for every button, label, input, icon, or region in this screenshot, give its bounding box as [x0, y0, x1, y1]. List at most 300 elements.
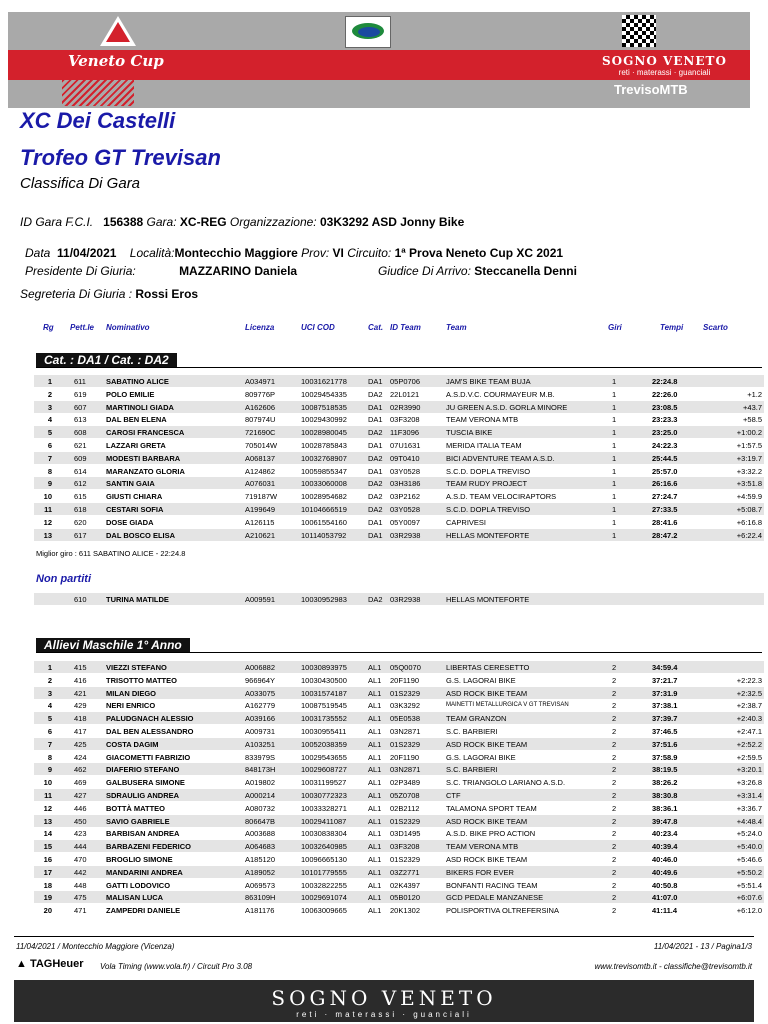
table-row	[34, 477, 764, 489]
cell-sc: +3:51.8	[736, 479, 762, 489]
cell-lic: 719187W	[245, 492, 278, 502]
cell-uci: 10030893975	[301, 663, 347, 672]
cell-ct: AL1	[368, 893, 382, 903]
bottom-brand-sub: reti · materassi · guanciali	[296, 1010, 472, 1019]
cell-pt: 427	[74, 791, 87, 800]
cell-rg: 9	[47, 765, 52, 775]
cell-rg: 2	[47, 675, 52, 685]
tagheuer-logo: ▲ TAGHeuer	[16, 958, 84, 970]
cell-pt: 475	[74, 893, 87, 903]
cell-pt: 471	[74, 906, 87, 916]
cell-pt: 611	[74, 377, 86, 386]
cell-idt: 01S2329	[390, 688, 421, 698]
cell-lic: A068137	[245, 453, 276, 463]
cell-nm: MANDARINI ANDREA	[106, 867, 183, 877]
cell-ct: DA2	[368, 389, 383, 399]
cell-te: 22:24.8	[652, 377, 678, 386]
cell-te: 25:44.5	[652, 453, 678, 463]
cell-sc: +3:19.7	[736, 453, 762, 463]
col-rg: Rg	[43, 323, 54, 332]
cell-nm: GALBUSERA SIMONE	[106, 778, 185, 788]
cell-tm: BIKERS FOR EVER	[446, 867, 514, 877]
cell-idt: 03F3208	[390, 415, 420, 425]
cell-pt: 446	[74, 803, 87, 813]
cell-te: 40:49.6	[652, 867, 678, 877]
cell-lic: A126115	[245, 517, 275, 527]
cell-uci: 10087518535	[301, 402, 347, 412]
cell-uci: 10030772323	[301, 791, 347, 800]
cell-idt: 03F3208	[390, 842, 420, 852]
cell-sc: +5:24.0	[736, 829, 762, 839]
table-row	[34, 375, 764, 387]
footer-left: 11/04/2021 / Montecchio Maggiore (Vicenza)	[16, 942, 175, 951]
cell-ct: AL1	[368, 714, 382, 724]
cell-te: 37:58.9	[652, 752, 678, 762]
cell-rg: 15	[43, 842, 52, 852]
cell-te: 40:50.8	[652, 880, 678, 890]
cell-nm: TRISOTTO MATTEO	[106, 675, 177, 685]
cell-tm: TEAM VERONA MTB	[446, 842, 519, 852]
cell-nm: CAROSI FRANCESCA	[106, 428, 185, 438]
cell-te: 40:23.4	[652, 829, 678, 839]
cell-te: 38:30.8	[652, 791, 678, 800]
cell-ct: AL1	[368, 701, 382, 711]
cell-idt: 05Q0070	[390, 663, 421, 672]
cell-sc: +5:08.7	[736, 505, 762, 514]
cell-uci: 10029411087	[301, 816, 347, 826]
cell-te: 27:24.7	[652, 492, 678, 502]
cell-nm: GATTI LODOVICO	[106, 880, 171, 890]
cell-te: 34:59.4	[652, 663, 678, 672]
cell-gi: 1	[612, 479, 617, 489]
cell-ct: AL1	[368, 739, 382, 749]
cell-uci: 10029608727	[301, 765, 347, 775]
table-row	[34, 853, 764, 865]
cell-tm: TEAM RUDY PROJECT	[446, 479, 528, 489]
cell-ct: DA2	[368, 479, 383, 489]
cell-te: 37:38.1	[652, 701, 678, 711]
cell-rg: 11	[44, 505, 52, 514]
cell-lic: A162606	[245, 402, 276, 412]
cell-ct: AL1	[368, 842, 382, 852]
table-row	[34, 712, 764, 724]
cell-nm: BARBAZENI FEDERICO	[106, 842, 192, 852]
cell-pt: 621	[74, 441, 87, 450]
category-divider	[36, 652, 762, 653]
cell-nm: DAL BEN ALESSANDRO	[106, 727, 194, 736]
cell-tm: ASD ROCK BIKE TEAM	[446, 855, 528, 864]
cell-uci: 10029543655	[301, 752, 347, 762]
cell-tm: BICI ADVENTURE TEAM A.S.D.	[446, 453, 555, 463]
cell-uci: 10028980045	[301, 428, 347, 438]
cell-uci: 10104666519	[301, 505, 347, 514]
cell-ct: AL1	[368, 752, 382, 762]
cell-idt: 20F1190	[390, 752, 420, 762]
cell-ct: AL1	[368, 791, 382, 800]
cell-gi: 2	[612, 675, 617, 685]
cell-pt: 418	[74, 714, 87, 724]
table-row	[34, 699, 764, 711]
cell-sc: +5:40.0	[736, 842, 762, 852]
cell-gi: 2	[612, 727, 617, 736]
table-row	[34, 687, 764, 699]
cell-lic: A000214	[245, 791, 276, 800]
cell-pt: 450	[74, 816, 87, 826]
race-subtitle: Trofeo GT Trevisan	[20, 145, 221, 170]
cell-te: 39:47.8	[652, 816, 678, 826]
cell-nm: SABATINO ALICE	[106, 377, 169, 386]
cell-nm: CESTARI SOFIA	[106, 505, 164, 514]
cell-nm: DIAFERIO STEFANO	[106, 765, 180, 775]
cell-te: 37:46.5	[652, 727, 678, 736]
cell-lic: A003688	[245, 829, 276, 839]
cell-ct: AL1	[368, 765, 382, 775]
cell-ct: DA2	[368, 453, 383, 463]
cell-tm: MAINETTI METALLURGICA V GT TREVISAN	[446, 702, 569, 709]
cell-uci: 10032768907	[301, 453, 347, 463]
cell-tm: TEAM GRANZON	[446, 714, 507, 724]
cell-idt: 05Z0708	[390, 791, 420, 800]
cell-uci: 10030952983	[301, 595, 347, 604]
cell-te: 37:51.6	[652, 739, 678, 749]
cell-pt: 607	[74, 402, 87, 412]
table-row	[34, 815, 764, 827]
cell-lic: 807974U	[245, 415, 276, 425]
cell-idt: 03Y0528	[390, 466, 421, 476]
cell-tm: G.S. LAGORAI BIKE	[446, 752, 516, 762]
cell-uci: 10059855347	[301, 466, 347, 476]
cell-gi: 2	[612, 829, 617, 839]
cell-uci: 10029454335	[301, 389, 347, 399]
table-row	[34, 776, 764, 788]
cell-ct: DA1	[368, 415, 383, 425]
cell-gi: 2	[612, 688, 617, 698]
cell-idt: 11F3096	[390, 428, 420, 438]
cell-lic: A080732	[245, 803, 276, 813]
cell-lic: A185120	[245, 855, 276, 864]
meta-line-3: Presidente Di Giuria: MAZZARINO Daniela	[25, 264, 298, 278]
cell-sc: +43.7	[743, 402, 762, 412]
cell-gi: 2	[612, 791, 617, 800]
cell-uci: 10029430992	[301, 415, 347, 425]
cell-uci: 10028954682	[301, 492, 347, 502]
table-row	[34, 490, 764, 502]
cell-lic: 806647B	[245, 816, 276, 826]
cell-lic: A069573	[245, 880, 276, 890]
cell-te: 40:39.4	[652, 842, 678, 852]
table-row	[34, 465, 764, 477]
cell-rg: 7	[47, 453, 52, 463]
meta-giudice: Giudice Di Arrivo: Steccanella Denni	[378, 264, 577, 278]
cell-tm: TUSCIA BIKE	[446, 428, 493, 438]
cell-rg: 19	[43, 893, 52, 903]
cell-pt: 462	[74, 765, 87, 775]
cell-ct: AL1	[368, 829, 382, 839]
meta-line-4: Segreteria Di Giuria : Rossi Eros	[20, 287, 199, 301]
cell-lic: A064683	[245, 842, 276, 852]
cell-idt: 22L0121	[390, 389, 420, 399]
cell-lic: 809776P	[245, 389, 276, 399]
col-nome: Nominativo	[106, 323, 150, 332]
cell-idt: 02P3489	[390, 778, 421, 788]
cell-rg: 4	[47, 701, 52, 711]
cell-sc: +6:07.6	[736, 893, 762, 903]
cell-rg: 13	[43, 816, 52, 826]
cell-idt: 03R2938	[390, 595, 421, 604]
cell-sc: +2:59.5	[736, 752, 762, 762]
cell-pt: 620	[74, 517, 87, 527]
cell-ct: DA1	[368, 517, 383, 527]
cell-uci: 10063009665	[301, 906, 347, 916]
cell-nm: MALISAN LUCA	[106, 893, 164, 903]
cell-pt: 444	[74, 842, 87, 852]
cell-pt: 608	[74, 428, 87, 438]
bottom-banner	[14, 980, 754, 1022]
cell-pt: 612	[74, 479, 87, 489]
cell-tm: TEAM VERONA MTB	[446, 415, 519, 425]
cell-rg: 3	[47, 688, 52, 698]
cell-te: 37:21.7	[652, 675, 678, 685]
cell-te: 38:36.1	[652, 803, 678, 813]
cell-tm: S.C. BARBIERI	[446, 727, 498, 736]
classification-title: Classifica Di Gara	[20, 175, 141, 192]
checkered-flag-icon	[622, 15, 656, 47]
sogno-veneto-brand: SOGNO VENETO reti · materassi · guanciali	[602, 54, 727, 77]
table-row	[34, 439, 764, 451]
category-header-da: Cat. : DA1 / Cat. : DA2	[36, 353, 177, 368]
cell-nm: DAL BOSCO ELISA	[106, 530, 176, 540]
cell-nm: BROGLIO SIMONE	[106, 855, 173, 864]
cell-nm: SAVIO GABRIELE	[106, 816, 170, 826]
cell-te: 37:31.9	[652, 688, 678, 698]
table-row	[34, 413, 764, 425]
cell-idt: 05E0538	[390, 714, 421, 724]
cell-idt: 03R2938	[390, 530, 421, 540]
cell-uci: 10030838304	[301, 829, 347, 839]
cell-tm: G.S. LAGORAI BIKE	[446, 675, 516, 685]
cell-tm: POLISPORTIVA OLTREFERSINA	[446, 906, 559, 916]
cell-gi: 2	[612, 739, 617, 749]
cell-uci: 10061554160	[301, 517, 347, 527]
table-row	[34, 789, 764, 801]
cell-uci: 10052038359	[301, 739, 347, 749]
table-row	[34, 725, 764, 737]
cell-uci: 10031199527	[301, 778, 347, 788]
cell-uci: 10096665130	[301, 855, 347, 864]
col-pett: Pett.le	[70, 323, 95, 332]
table-row	[34, 904, 764, 916]
cell-rg: 2	[47, 389, 52, 399]
cell-idt: 07U1631	[390, 441, 421, 450]
cell-uci: 10033328271	[301, 803, 347, 813]
cell-pt: 614	[74, 466, 87, 476]
cell-sc: +5:51.4	[736, 880, 762, 890]
cell-rg: 18	[43, 880, 52, 890]
table-row	[34, 529, 764, 541]
federation-logo-icon	[345, 16, 391, 48]
cell-sc: +5:50.2	[736, 867, 762, 877]
cell-lic: A019802	[245, 778, 276, 788]
cell-gi: 2	[612, 803, 617, 813]
cell-lic: A034971	[245, 377, 276, 386]
cell-gi: 1	[612, 415, 617, 425]
cell-pt: 615	[74, 492, 87, 502]
cell-sc: +58.5	[743, 415, 762, 425]
cell-rg: 6	[47, 441, 52, 450]
cell-sc: +1:57.5	[736, 441, 762, 450]
cell-gi: 1	[612, 402, 617, 412]
cell-te: 25:57.0	[652, 466, 678, 476]
cell-pt: 421	[74, 688, 87, 698]
cell-idt: 01S2329	[390, 855, 421, 864]
col-tempi: Tempi	[660, 323, 684, 332]
cell-ct: DA2	[368, 595, 383, 604]
cell-gi: 2	[612, 855, 617, 864]
cell-gi: 2	[612, 663, 617, 672]
cell-idt: 03Z2771	[390, 867, 420, 877]
cell-rg: 11	[44, 791, 52, 800]
cell-idt: 09T0410	[390, 453, 420, 463]
cell-sc: +1.2	[747, 389, 762, 399]
cell-gi: 1	[612, 453, 617, 463]
cell-rg: 7	[47, 739, 52, 749]
cell-pt: 416	[74, 675, 87, 685]
cell-tm: BONFANTI RACING TEAM	[446, 880, 538, 890]
table-row	[34, 738, 764, 750]
cell-ct: DA1	[368, 530, 383, 540]
cell-ct: AL1	[368, 816, 382, 826]
col-team: Team	[446, 323, 467, 332]
cell-ct: DA1	[368, 441, 383, 450]
cell-rg: 9	[47, 479, 52, 489]
cell-idt: 05Y0097	[390, 517, 421, 527]
cell-sc: +2:38.7	[736, 701, 762, 711]
footer-timing: Vola Timing (www.vola.fr) / Circuit Pro 3.08	[100, 962, 253, 971]
cell-te: 27:33.5	[652, 505, 678, 514]
cell-ct: DA2	[368, 428, 383, 438]
cell-gi: 2	[612, 816, 617, 826]
cell-nm: MARANZATO GLORIA	[106, 466, 185, 476]
cell-tm: ASD ROCK BIKE TEAM	[446, 739, 528, 749]
cell-pt: 619	[74, 389, 87, 399]
table-row	[34, 827, 764, 839]
table-row	[34, 503, 764, 515]
cell-rg: 6	[47, 727, 52, 736]
cell-nm: NERI ENRICO	[106, 701, 156, 711]
cell-ct: AL1	[368, 727, 382, 736]
cell-rg: 1	[47, 377, 52, 386]
cell-lic: A009731	[245, 727, 276, 736]
cell-tm: JU GREEN A.S.D. GORLA MINORE	[446, 402, 568, 412]
cell-tm: ASD ROCK BIKE TEAM	[446, 688, 528, 698]
cell-gi: 2	[612, 701, 617, 711]
cell-ct: AL1	[368, 867, 382, 877]
cell-uci: 10030430500	[301, 675, 347, 685]
cell-gi: 1	[612, 492, 617, 502]
cell-uci: 10031735552	[301, 714, 347, 724]
cell-rg: 8	[47, 752, 52, 762]
cell-gi: 2	[612, 842, 617, 852]
cell-tm: ASD ROCK BIKE TEAM	[446, 816, 528, 826]
cell-ct: AL1	[368, 906, 382, 916]
cell-sc: +3:31.4	[736, 791, 762, 800]
cell-uci: 10114053792	[301, 530, 347, 540]
cell-tm: A.S.D. TEAM VELOCIRAPTORS	[446, 492, 557, 502]
cell-te: 22:26.0	[652, 389, 678, 399]
cell-nm: DAL BEN ELENA	[106, 415, 167, 425]
cell-idt: 01S2329	[390, 816, 421, 826]
cell-pt: 442	[74, 867, 87, 877]
cell-te: 37:39.7	[652, 714, 678, 724]
col-scarto: Scarto	[703, 323, 728, 332]
cell-lic: A124862	[245, 466, 276, 476]
cell-idt: 03Y0528	[390, 505, 421, 514]
cell-tm: HELLAS MONTEFORTE	[446, 530, 530, 540]
cell-gi: 1	[612, 428, 617, 438]
cell-idt: 03N2871	[390, 765, 421, 775]
cell-ct: DA2	[368, 505, 383, 514]
cell-lic: A033075	[245, 688, 276, 698]
table-row	[34, 751, 764, 763]
cell-pt: 469	[74, 778, 87, 788]
cell-lic: A039166	[245, 714, 276, 724]
cell-lic: 848173H	[245, 765, 276, 775]
cell-te: 41:07.0	[652, 893, 678, 903]
table-row	[34, 840, 764, 852]
cell-sc: +6:22.4	[736, 530, 762, 540]
table-row	[34, 866, 764, 878]
cell-uci: 10028785843	[301, 441, 347, 450]
col-licenza: Licenza	[245, 323, 275, 332]
cell-lic: A103251	[245, 739, 276, 749]
cell-gi: 2	[612, 893, 617, 903]
cell-pt: 424	[74, 752, 87, 762]
cell-ct: AL1	[368, 663, 382, 672]
cell-ct: DA1	[368, 402, 383, 412]
table-row	[34, 763, 764, 775]
cell-pt: 617	[74, 530, 87, 540]
cell-nm: ZAMPEDRI DANIELE	[106, 906, 181, 916]
cell-tm: S.C.D. DOPLA TREVISO	[446, 466, 531, 476]
cell-te: 41:11.4	[652, 906, 678, 916]
cell-pt: 448	[74, 880, 87, 890]
cell-lic: 966964Y	[245, 675, 276, 685]
cell-uci: 10033060008	[301, 479, 347, 489]
cell-te: 38:19.5	[652, 765, 678, 775]
cell-idt: 02R3990	[390, 402, 421, 412]
cell-lic: A009591	[245, 595, 276, 604]
cell-lic: A162779	[245, 701, 276, 711]
cell-idt: 02B2112	[390, 803, 420, 813]
cell-rg: 3	[47, 402, 52, 412]
cell-sc: +5:46.6	[736, 855, 762, 864]
cell-gi: 1	[612, 517, 617, 527]
cell-tm: A.S.D.V.C. COURMAYEUR M.B.	[446, 389, 555, 399]
cell-idt: 03P2162	[390, 492, 421, 502]
cell-nm: COSTA DAGIM	[106, 739, 159, 749]
cell-rg: 1	[47, 663, 52, 672]
table-row	[34, 674, 764, 686]
cell-rg: 20	[43, 906, 52, 916]
cell-nm: DOSE GIADA	[106, 517, 154, 527]
cell-sc: +2:47.1	[736, 727, 762, 736]
cell-sc: +2:32.5	[736, 688, 762, 698]
cell-sc: +3:32.2	[736, 466, 762, 476]
col-idteam: ID Team	[390, 323, 421, 332]
cell-rg: 10	[43, 778, 52, 788]
race-title: XC Dei Castelli	[20, 108, 176, 133]
cell-ct: DA2	[368, 492, 383, 502]
